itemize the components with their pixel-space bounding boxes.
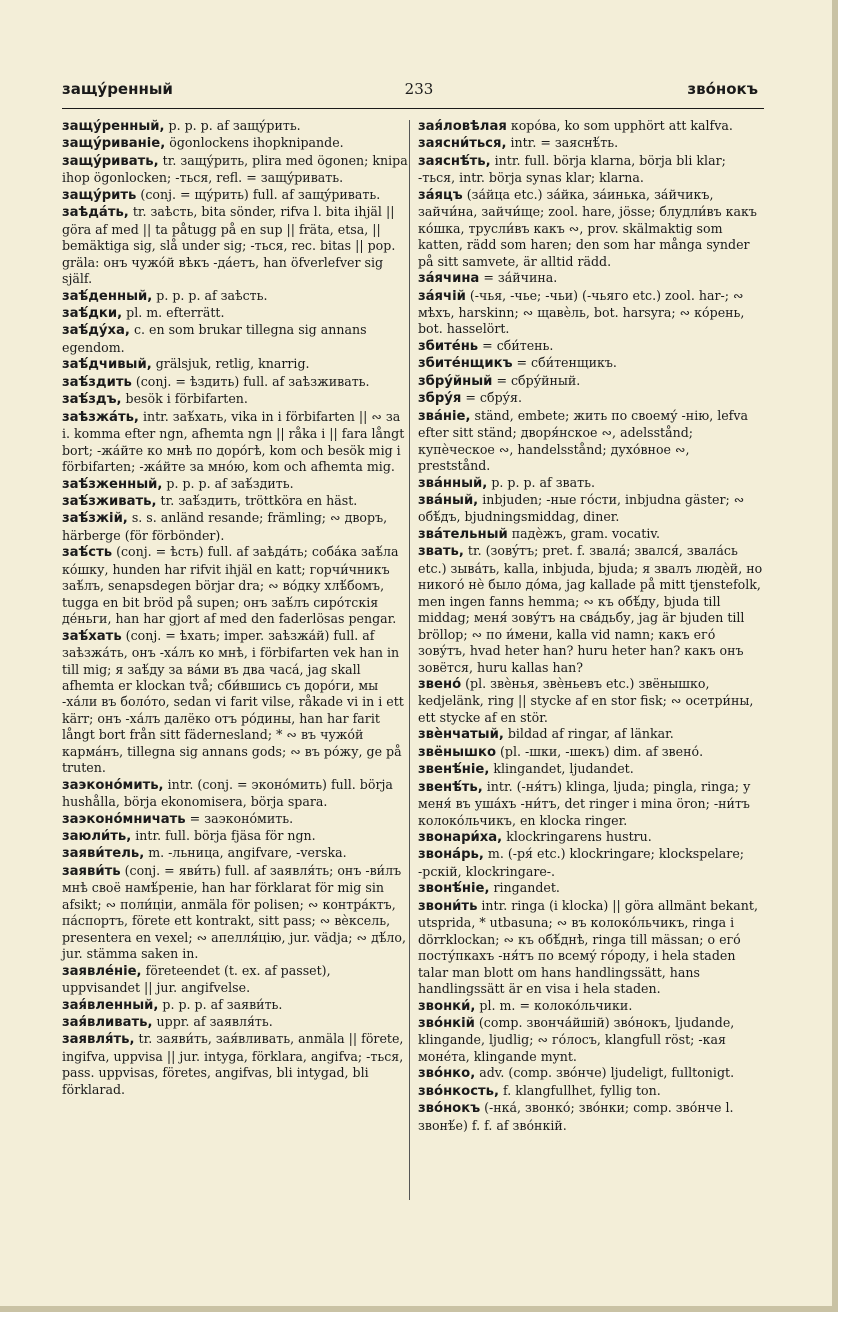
dictionary-entry [62,510,410,544]
column-divider [409,120,410,1200]
entry-headword: заѣда́ть, [62,205,129,221]
entry-definition: (pl. звѐнья, звѐньевъ etc.) звёнышко, kedjelänk, ring || stycke af en stor fisk; ∾ осетри́ны, ett stycke af en stör. [418,675,754,725]
dictionary-entry [62,118,410,135]
entry-headword: зво́нкій [418,1016,475,1032]
dictionary-entry [62,1014,410,1031]
entry-headword: зво́нкость, [418,1083,499,1099]
header-rule [62,108,764,109]
entry-definition: = за́йчина. [479,270,558,286]
dictionary-entry [62,845,410,862]
entry-headword: заѣ́здъ, [62,392,122,408]
entry-headword: звёнышко [418,744,497,760]
dictionary-entry [62,322,410,356]
dictionary-entry [418,492,764,526]
entry-headword: звено́ [418,676,462,692]
dictionary-entry [62,863,410,963]
dictionary-entry [418,475,764,492]
entry-definition: intr. (conj. = эконо́мить) full. börja hushålla, börja ekonomisera, börja spara. [62,776,393,810]
dictionary-entry [418,1083,764,1100]
entry-headword: заѣ́дчивый, [62,357,152,373]
dictionary-entry [62,204,410,287]
entry-headword: защу́ривать, [62,153,159,169]
right-column [418,118,764,1134]
entry-headword: зая́вливать, [62,1015,153,1031]
entry-definition: ögonlockens ihopknipande. [165,135,344,151]
entry-headword: заюли́ть, [62,829,132,845]
entry-definition: p. p. p. af заѣ́здить. [162,475,294,491]
dictionary-entry [418,543,764,676]
entry-definition: intr. заѣ́хать, vika in i förbifarten || ∾ за i. komma efter ngn, afhemta ngn || råka i || fara långt bort; -жа́йте ко мнѣ по доро́гѣ, kom och besök mig i förbifarten; -жа́йте за мно́ю, kom och afhemta mig. [62,408,405,475]
entry-headword: зво́нко, [418,1066,476,1082]
entry-definition: (conj. = щу́рить) full. af защу́ривать. [136,186,381,202]
entry-headword: заэконо́мничать [62,811,186,827]
dictionary-entry [418,270,764,287]
entry-definition: tr. заѣ́здить, tröttköra en häst. [156,492,358,508]
dictionary-entry [418,408,764,475]
dictionary-entry [62,305,410,322]
entry-definition: p. p. p. af защу́рить. [164,118,301,133]
entry-headword: збите́нь [418,338,479,354]
entry-definition: grälsjuk, retlig, knarrig. [151,356,310,372]
dictionary-entry [62,288,410,305]
entry-definition: (pl. -шки, -шекъ) dim. af звено́. [496,743,704,759]
dictionary-entry [418,288,764,338]
entry-definition: = сби́тенщикъ. [512,355,617,371]
entry-definition: (conj. = ѣздить) full. af заѣзживать. [131,373,370,389]
entry-definition: s. s. anländ resande; främling; ∾ дворъ, härberge (för förbönder). [62,510,388,543]
dictionary-entry [418,338,764,355]
entry-headword: звона́рь, [418,847,484,863]
entry-definition: p. p. p. af заѣсть. [152,287,268,303]
dictionary-entry [418,829,764,846]
entry-headword: заяви́ть [62,863,121,879]
entry-headword: заѣ́зженный, [62,476,163,492]
entry-headword: зва́ный, [418,492,479,508]
dictionary-entry [62,828,410,845]
entry-headword: звенѣ́ніе, [418,762,490,778]
running-head-left: защу́ренный [62,80,173,98]
running-head-right: зво́нокъ [687,80,758,98]
entry-definition: = заэконо́мить. [185,810,294,826]
entry-definition: c. en som brukar tillegna sig annans egendom. [62,322,367,355]
dictionary-entry [418,726,764,743]
dictionary-entry [62,777,410,811]
entry-definition: p. p. p. af заяви́ть. [158,996,283,1012]
entry-headword: заѣ́дки, [62,305,123,321]
entry-headword: звонки́, [418,998,476,1014]
dictionary-entry [418,187,764,270]
entry-definition: intr. full. börja klarna, börja bli klar; -ться, intr. börja synas klar; klarna. [418,152,726,186]
dictionary-entry [62,628,410,777]
page-number: 233 [404,80,434,98]
dictionary-entry [62,997,410,1014]
entry-headword: защу́рить [62,187,137,203]
entry-headword: збите́нщикъ [418,356,513,372]
entry-headword: заѣ́хать [62,628,122,644]
entry-definition: besök i förbifarten. [121,391,248,407]
entry-headword: заѣ́сть [62,545,113,561]
dictionary-entry [418,1015,764,1065]
entry-headword: зая́ловѣлая [418,119,507,134]
dictionary-entry [62,963,410,997]
entry-headword: заѣ́здить [62,374,132,390]
dictionary-entry [62,476,410,493]
entry-definition: adv. (comp. зво́нче) ljudeligt, fulltonigt. [475,1065,735,1081]
entry-definition: (comp. звонча́йшій) зво́нокъ, ljudande, klingande, ljudlig; ∾ го́лосъ, klangfull röst; -кая моне́та, klingande mynt. [418,1015,735,1064]
dictionary-entry [418,373,764,390]
entry-definition: tr. защу́рить, plira med ögonen; knipa ihop ögonlocken; -ться, refl. = защу́ривать. [62,152,408,186]
entry-definition: intr. (-ня́тъ) klinga, ljuda; pingla, ringa; у меня́ въ уша́хъ -ни́тъ, det ringer i mina öron; -ни́тъ колоко́льчикъ, en klocka ringer. [418,778,751,828]
entry-definition: tr. (зовýтъ; pret. f. звала́; звался́, звала́сь etc.) зыва́ть, kalla, inbjuda, bjuda; я звалъ людѐй, но никого́ нѐ было до́ма, jag kallade på mitt tjenstefolk, men ingen fanns hemma; ∾ къ обѣ́ду, bjuda till middag; меня́ зову́тъ на сва́дьбу, jag är bjuden till bröllop; ∾ по и́мени, kalla vid namn; какъ его́ зову́тъ, hvad heter han? huru heter han? какъ онъ зовётся, huru kallas han? [418,543,763,675]
entry-headword: заѣ́зжій, [62,511,128,527]
entry-definition: bildad af ringar, af länkar. [503,726,674,742]
entry-definition: tr. заѣсть, bita sönder, rifva l. bita ihjäl || göra af med || ta påtugg på en sup || fräta, etsa, || bemäktiga sig, slå under sig; -ться, rec. bitas || pop. gräla: онъ чужо́й вѣкъ -да́етъ, han öfverlefver sig själf. [62,204,396,287]
entry-headword: заѣ́денный, [62,288,153,304]
entry-definition: f. klangfullhet, fyllig ton. [499,1082,661,1098]
entry-headword: за́ячина [418,271,480,287]
entry-definition: (conj. = яви́ть) full. af заявля́ть; онъ -ви́лъ мнѣ своё намѣ́реніе, han har förklarat för mig sin afsikt; ∾ поли́ціи, anmäla för polisen; ∾ контра́ктъ, па́спортъ, förete ett kontrakt, sitt pass; ∾ вѐксель, presentera en vexel; ∾ апелля́цію, jur. vädja; ∾ дѣ́ло, jur. stämma saken in. [62,862,407,962]
dictionary-entry [418,779,764,829]
entry-headword: заэконо́мить, [62,777,164,793]
dictionary-entry [418,1065,764,1082]
entry-headword: заяснѣ́ть, [418,153,491,169]
entry-headword: звонари́ха, [418,830,503,846]
dictionary-entry [418,526,764,543]
dictionary-entry [62,811,410,828]
entry-definition: företeendet (t. ex. af passet), uppvisandet || jur. angifvelse. [62,962,331,996]
entry-definition: = сбру́я. [461,390,522,406]
dictionary-entry [418,390,764,407]
entry-definition: inbjuden; -ные го́сти, inbjudna gäster; ∾ обѣ́дъ, bjudningsmiddag, diner. [418,491,745,525]
dictionary-entry [418,898,764,998]
entry-definition: tr. заяви́ть, зая́вливать, anmäla || förete, ingifva, uppvisa || jur. intyga, förklara, angifva; -ться, pass. uppvisas, företes, angifvas, bli intygad, bli förklarad. [62,1031,404,1097]
entry-headword: заяви́тель, [62,846,145,862]
entry-definition: коро́ва, ko som upphört att kalfva. [506,118,733,133]
dictionary-entry [418,744,764,761]
dictionary-entry [418,135,764,152]
entry-headword: збру́йный [418,373,493,389]
dictionary-entry [418,153,764,187]
left-column [62,118,410,1098]
entry-headword: заѣ́ду́ха, [62,323,130,339]
dictionary-entry [62,374,410,391]
dictionary-entry [418,998,764,1015]
entry-headword: звѐнчатый, [418,727,504,743]
dictionary-entry [62,409,410,476]
entry-definition: (conj. = ѣхать; imper. заѣзжа́й) full. af заѣзжа́ть, онъ -ха́лъ ко мнѣ, i förbifarten vek han in till mig; я заѣ́ду за ва́ми въ два часа́, jag skall afhemta er klockan två; сби́вшись съ доро́ги, мы -ха́ли въ боло́то, sedan vi farit vilse, råkade vi in i ett kärr; онъ -ха́лъ далёко отъ ро́дины, han har farit långt bort från sitt fädernesland; * ∾ въ чужо́й карма́нъ, tillegna sig annans gods; ∾ въ ро́жу, ge på truten. [62,627,404,776]
entry-headword: зва́нный, [418,475,488,491]
entry-headword: зва́ніе, [418,408,471,424]
entry-headword: заѣзжа́ть, [62,409,139,425]
entry-headword: заѣ́зживать, [62,493,157,509]
dictionary-entry [62,153,410,187]
entry-headword: звенѣ́ть, [418,779,483,795]
dictionary-entry [418,355,764,372]
entry-definition: intr. full. börja fjäsa för ngn. [131,828,316,844]
entry-headword: звони́ть [418,898,478,914]
dictionary-entry [62,544,410,627]
entry-headword: защу́ренный, [62,119,165,134]
entry-headword: зая́вленный, [62,997,159,1013]
dictionary-entry [418,880,764,897]
entry-definition: (-чья, -чье; -чьи) (-чьяго etc.) zool. har-; ∾ мѣхъ, harskinn; ∾ щавѐль, bot. harsyra; ∾ ко́рень, bot. hasselört. [418,287,745,337]
entry-headword: за́яцъ [418,187,463,203]
dictionary-entry [62,391,410,408]
entry-definition: = сбру́йный. [492,372,581,388]
entry-headword: заясни́ться, [418,136,507,152]
dictionary-entry [418,118,764,135]
entry-headword: заявле́ніе, [62,963,142,979]
entry-definition: (-нка́, звонко́; зво́нки; comp. зво́нче l. звонѣ́е) f. f. af зво́нкій. [418,1100,734,1133]
dictionary-entry [62,356,410,373]
entry-headword: заявля́ть, [62,1032,135,1048]
entry-definition: klockringarens hustru. [502,829,652,845]
entry-definition: intr. ringa (i klocka) || göra allmänt bekant, utsprida, * utbasuna; ∾ въ колоко́льчикъ, ringa i dörrklockan; ∾ къ обѣ́днѣ, ringa till mässan; о его́ посту́пкахъ -ня́тъ по всему́ го́роду, i hela staden talar man blott om hans handlingssätt, hans handlingssätt är en visa i hela staden. [418,897,758,997]
dictionary-entry [418,676,764,726]
entry-definition: pl. m. = колоко́льчики. [475,997,633,1013]
dictionary-entry [418,761,764,778]
entry-definition: ringandet. [489,880,560,896]
dictionary-entry [418,846,764,880]
entry-headword: зва́тельный [418,526,508,542]
entry-headword: защу́риваніе, [62,136,166,152]
entry-headword: звонѣ́ніе, [418,881,490,897]
entry-headword: зво́нокъ [418,1101,481,1117]
entry-definition: (за́йца etc.) за́йка, за́инька, за́йчикъ, зайчи́на, зайчи́ще; zool. hare, jösse; блудли́въ какъ ко́шка, трусли́въ какъ ∾, prov. skälmaktig som katten, rädd som haren; den som har många synder på sitt samvete, är alltid rädd. [418,186,757,269]
entry-definition: падѐжъ, gram. vocativ. [507,525,661,541]
entry-definition: p. p. p. af звать. [487,474,595,490]
entry-headword: звать, [418,544,464,560]
entry-definition: (conj. = ѣсть) full. af заѣда́ть; соба́ка заѣ́ла ко́шку, hunden har rifvit ihjäl en katt; горчи́чникъ заѣ́лъ, senapsdegen börjar dra; ∾ во́дку хлѣ́бомъ, tugga en bit bröd på supen; онъ заѣ́лъ сиро́тскія де́ньги, han har gjort af med den faderlösas pengar. [62,544,399,627]
entry-definition: pl. m. efterrätt. [122,304,225,320]
entry-headword: збру́я [418,391,462,407]
dictionary-entry [62,1031,410,1098]
entry-definition: uppr. af заявля́ть. [152,1014,273,1030]
entry-definition: = сби́тень. [478,337,554,353]
dictionary-entry [418,1100,764,1134]
entry-definition: m. -льница, angifvare, -verska. [144,845,347,861]
dictionary-entry [62,187,410,204]
entry-definition: intr. = заяснѣ́ть. [506,135,619,151]
dictionary-entry [62,135,410,152]
entry-definition: ständ, embete; жить по своему́ -нію, lefva efter sitt ständ; дворя́нское ∾, adelsstånd; купѐческое ∾, handelsstånd; духо́вное ∾, preststånd. [418,407,748,474]
entry-definition: m. (-ря́ etc.) klockringare; klockspelare; -рскій, klockringare-. [418,846,745,879]
dictionary-entry [62,493,410,510]
entry-definition: klingandet, ljudandet. [489,761,634,777]
entry-headword: за́ячій [418,288,466,304]
